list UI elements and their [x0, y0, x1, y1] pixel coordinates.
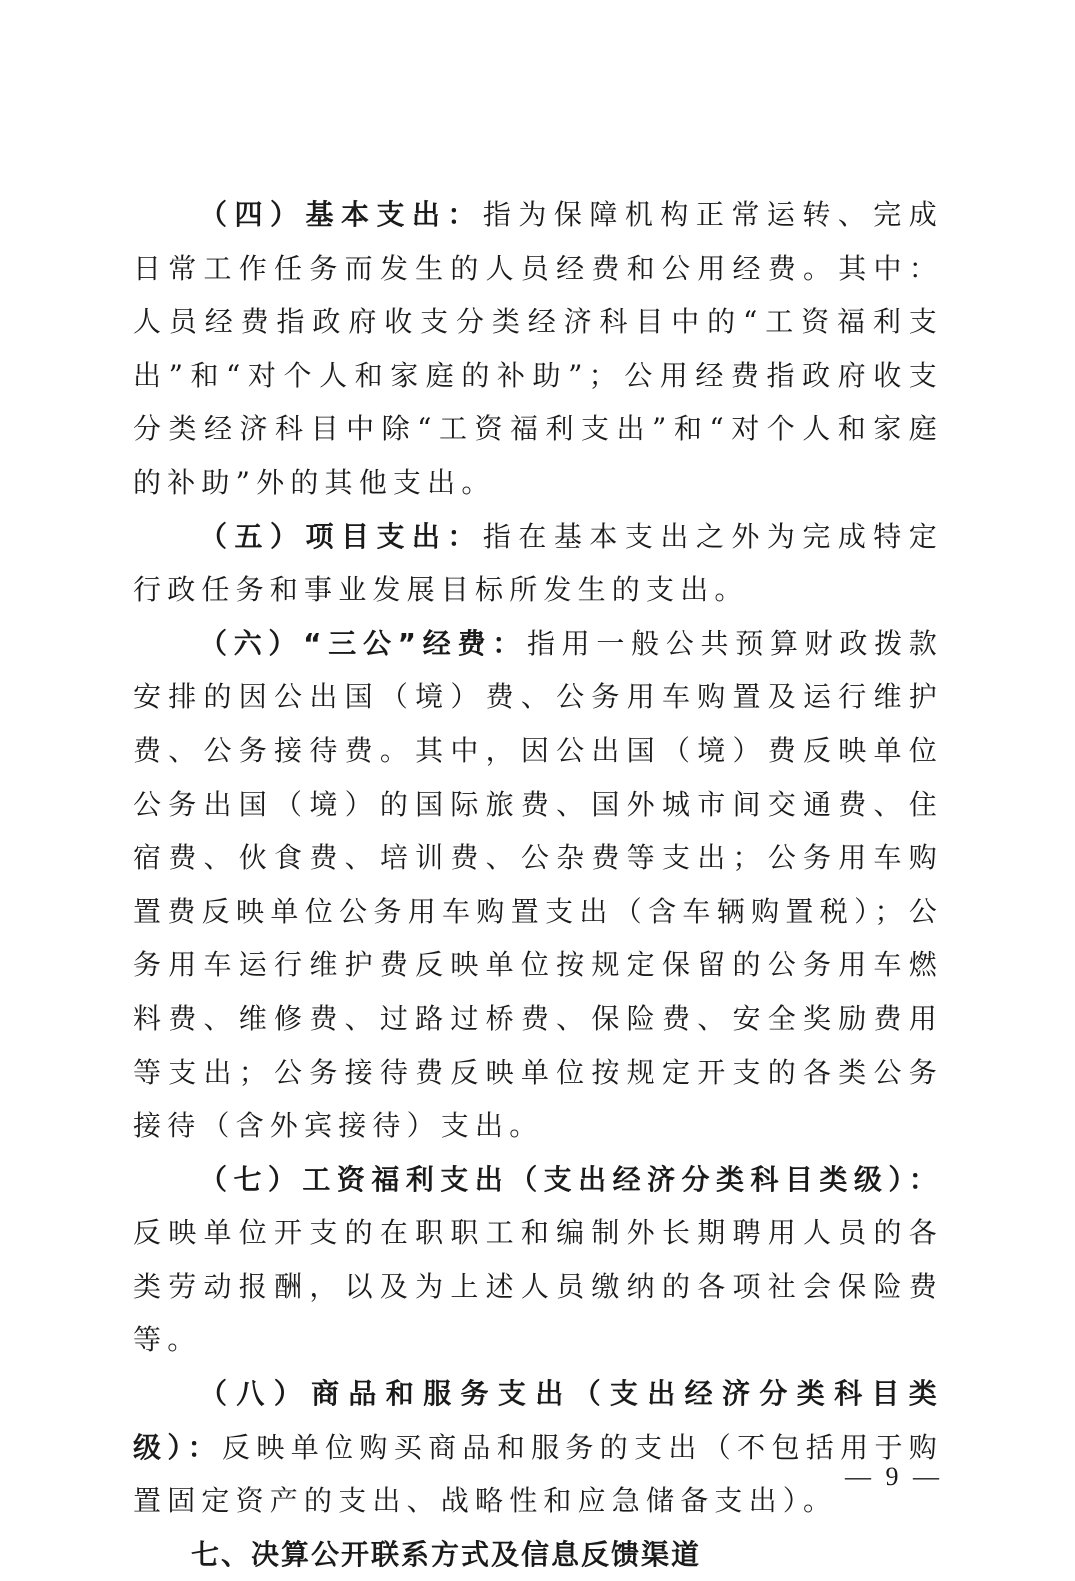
term-project-expenditure: （五）项目支出： [199, 519, 483, 553]
paragraph-project-expenditure [133, 510, 943, 617]
term-salary-welfare: （七）工资福利支出（支出经济分类科目类级）： [199, 1162, 943, 1196]
document-body [133, 188, 943, 1581]
paragraph-basic-expenditure [133, 188, 943, 510]
paragraph-goods-services [133, 1367, 943, 1528]
term-goods-services: （八）商品和服务支出（支出经济分类科目类级）： [133, 1377, 943, 1464]
definition-basic-expenditure: 指为保障机构正常运转、完成日常工作任务而发生的人员经费和公用经费。其中：人员经费指政府收支分类经济科目中的“工资福利支出”和“对个人和家庭的补助”；公用经费指政府收支分类经济科目中除“工资福利支出”和“对个人和家庭的补助”外的其他支出。 [133, 198, 943, 499]
page-number: — 9 — [845, 1462, 943, 1491]
paragraph-salary-welfare [133, 1153, 943, 1367]
definition-project-expenditure: 指在基本支出之外为完成特定行政任务和事业发展目标所发生的支出。 [133, 519, 943, 607]
paragraph-three-public-expenses [133, 617, 943, 1153]
definition-goods-services: 反映单位购买商品和服务的支出（不包括用于购置固定资产的支出、战略性和应急储备支出）。 [133, 1430, 944, 1518]
definition-salary-welfare: 反映单位开支的在职职工和编制外长期聘用人员的各类劳动报酬，以及为上述人员缴纳的各项社会保险费等。 [133, 1216, 943, 1357]
definition-three-public-expenses: 指用一般公共预算财政拨款安排的因公出国（境）费、公务用车购置及运行维护费、公务接待费。其中，因公出国（境）费反映单位公务出国（境）的国际旅费、国外城市间交通费、住宿费、伙食费、培训费、公杂费等支出；公务用车购置费反映单位公务用车购置支出（含车辆购置税）；公务用车运行维护费反映单位按规定保留的公务用车燃料费、维修费、过路过桥费、保险费、安全奖励费用等支出；公务接待费反映单位按规定开支的各类公务接待（含外宾接待）支出。 [133, 626, 944, 1143]
section-heading: 七、决算公开联系方式及信息反馈渠道 [191, 1537, 702, 1571]
term-three-public-expenses: （六）“三公”经费： [199, 626, 527, 660]
term-basic-expenditure: （四）基本支出： [199, 198, 483, 231]
